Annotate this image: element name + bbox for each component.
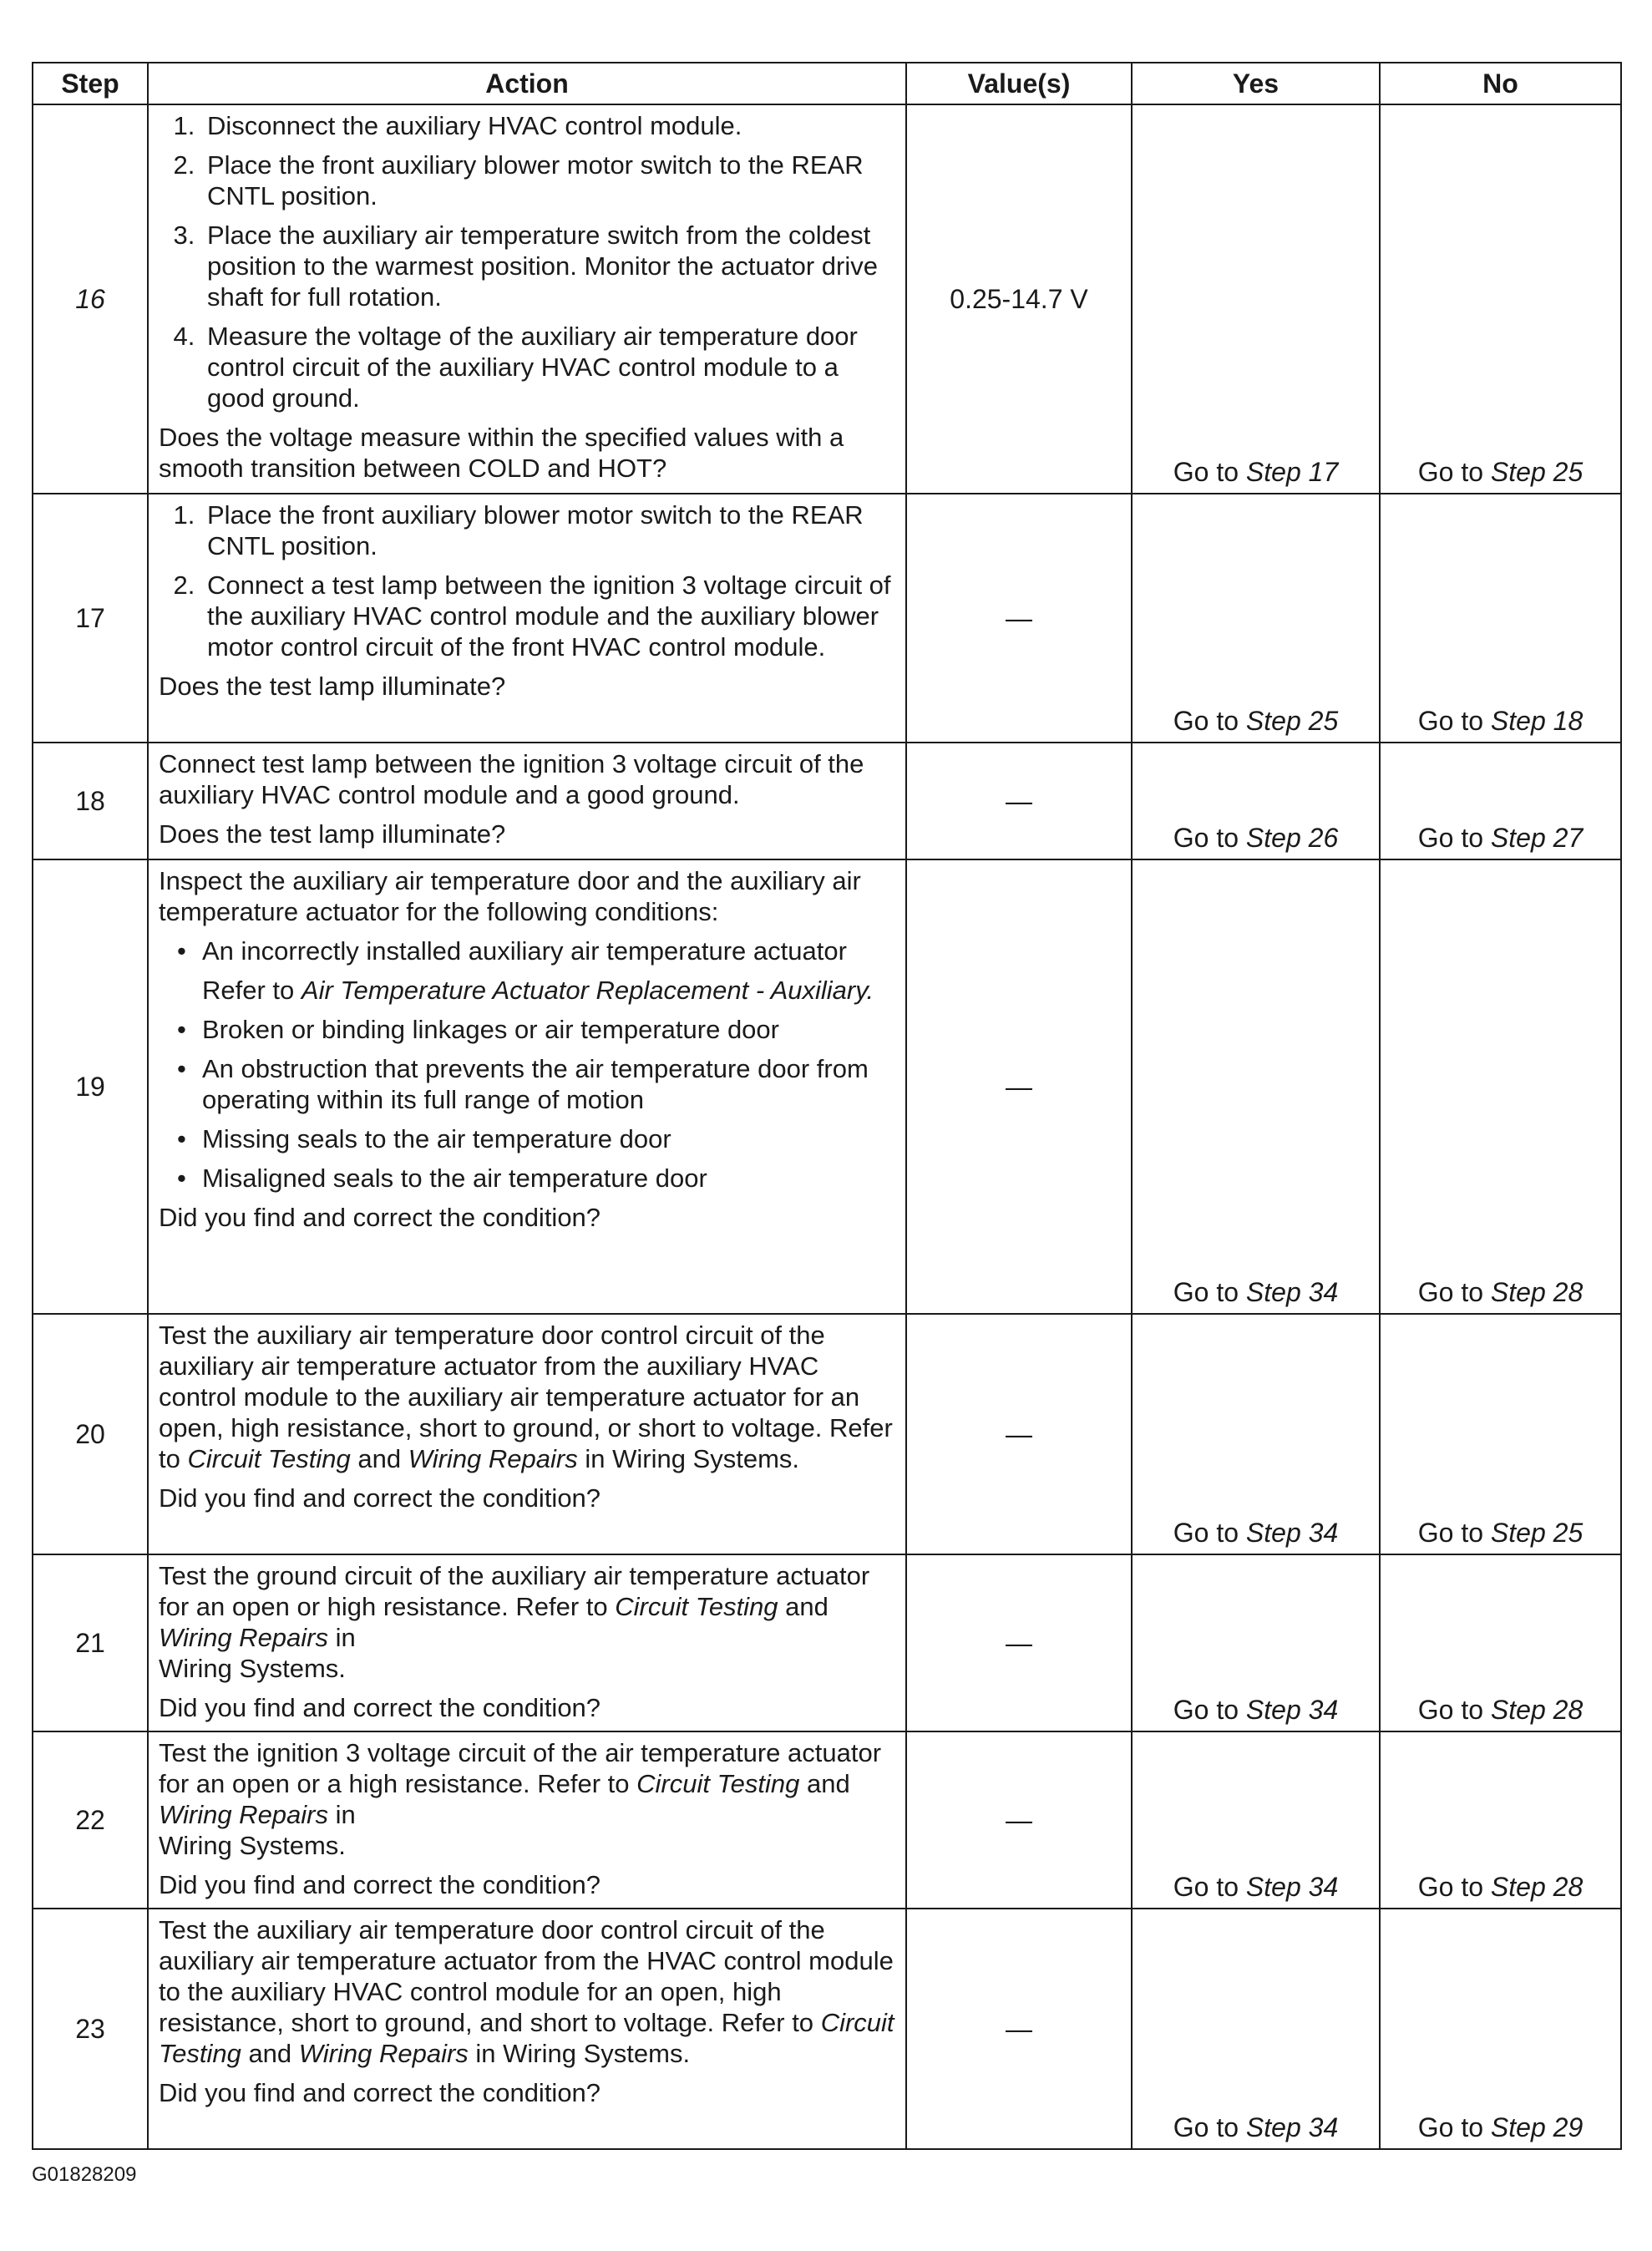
list-item: 2. Connect a test lamp between the ignition 3 voltage circuit of the auxiliary HVAC control module and the auxiliary blower motor control circuit of the front HVAC control module. [202, 570, 895, 662]
action-intro: Inspect the auxiliary air temperature door and the auxiliary air temperature actuator for the following conditions: [159, 866, 861, 926]
step-number: 17 [33, 494, 148, 743]
header-step: Step [33, 63, 148, 104]
question-text: Does the test lamp illuminate? [159, 819, 506, 849]
bullet-icon: • [177, 936, 186, 966]
value-cell: — [906, 743, 1132, 859]
yes-link[interactable]: Go to Step 25 [1173, 706, 1339, 736]
circuit-testing-link[interactable]: Circuit Testing [159, 2008, 894, 2068]
question-text: Did you find and correct the condition? [159, 1693, 601, 1722]
no-cell [1380, 1909, 1621, 2149]
step-number: 23 [33, 1909, 148, 2149]
no-cell [1380, 1731, 1621, 1909]
list-item: • An obstruction that prevents the air temperature door from operating within its full range of motion [177, 1054, 869, 1114]
no-cell [1380, 1554, 1621, 1731]
action-cell [148, 1909, 906, 2149]
table-row [33, 859, 1621, 1314]
bullet-icon: • [177, 1054, 186, 1083]
table-row [33, 104, 1621, 494]
circuit-testing-link[interactable]: Circuit Testing [615, 1592, 778, 1621]
no-link[interactable]: Go to Step 25 [1417, 457, 1584, 487]
wiring-repairs-link[interactable]: Wiring Repairs [159, 1623, 328, 1652]
action-text: Test the ignition 3 voltage circuit of the air temperature actuator for an open or a high resistance. Refer to Circuit Testing and Wiring Repairs in Wiring Systems. [159, 1738, 882, 1860]
table-row [33, 743, 1621, 859]
wiring-repairs-link[interactable]: Wiring Repairs [298, 2039, 469, 2068]
no-link[interactable]: Go to Step 29 [1417, 2112, 1584, 2142]
header-row [33, 63, 1621, 104]
value-cell: — [906, 1554, 1132, 1731]
step-number: 20 [33, 1314, 148, 1554]
diagnostic-table-sheet [32, 62, 1620, 2150]
yes-cell [1132, 104, 1380, 494]
yes-cell [1132, 1554, 1380, 1731]
yes-link[interactable]: Go to Step 34 [1173, 2112, 1339, 2142]
yes-cell [1132, 494, 1380, 743]
no-cell [1380, 743, 1621, 859]
question-text: Did you find and correct the condition? [159, 2078, 601, 2107]
table-row [33, 494, 1621, 743]
step-number: 16 [33, 104, 148, 494]
wiring-repairs-link[interactable]: Wiring Repairs [408, 1444, 578, 1473]
action-text: Test the auxiliary air temperature door control circuit of the auxiliary air temperature actuator from the auxiliary HVAC control module to the auxiliary air temperature actuator for an open, high resistance, short to ground, or short to voltage. Refer to Circuit Testing and Wiring Repairs in Wiring Systems. [159, 1321, 893, 1473]
action-cell [148, 859, 906, 1314]
step-number: 21 [33, 1554, 148, 1731]
list-item: 1. Disconnect the auxiliary HVAC control module. [202, 110, 895, 141]
table-row [33, 1731, 1621, 1909]
list-item: • Broken or binding linkages or air temperature door [177, 1015, 779, 1044]
header-values: Value(s) [906, 63, 1132, 104]
yes-link[interactable]: Go to Step 34 [1173, 1518, 1339, 1548]
yes-cell [1132, 1314, 1380, 1554]
action-cell [148, 743, 906, 859]
action-steps-list [159, 499, 895, 662]
wiring-repairs-link[interactable]: Wiring Repairs [159, 1800, 328, 1829]
yes-link[interactable]: Go to Step 26 [1173, 823, 1339, 853]
header-action: Action [148, 63, 906, 104]
list-item: 2. Place the front auxiliary blower motor switch to the REAR CNTL position. [202, 150, 895, 211]
list-item: • Missing seals to the air temperature door [177, 1124, 671, 1153]
value-cell: — [906, 859, 1132, 1314]
yes-cell [1132, 1731, 1380, 1909]
no-link[interactable]: Go to Step 25 [1417, 1518, 1584, 1548]
step-number: 19 [33, 859, 148, 1314]
yes-link[interactable]: Go to Step 34 [1173, 1872, 1339, 1902]
action-cell [148, 494, 906, 743]
yes-cell [1132, 1909, 1380, 2149]
no-cell [1380, 104, 1621, 494]
question-text: Did you find and correct the condition? [159, 1483, 601, 1513]
bullet-icon: • [177, 1164, 186, 1193]
header-no: No [1380, 63, 1621, 104]
bullet-icon: • [177, 1015, 186, 1044]
question-text: Does the voltage measure within the specified values with a smooth transition between COLD and HOT? [159, 423, 844, 483]
action-cell [148, 1731, 906, 1909]
action-text: Connect test lamp between the ignition 3 voltage circuit of the auxiliary HVAC control module and a good ground. [159, 749, 864, 809]
yes-link[interactable]: Go to Step 34 [1173, 1277, 1339, 1307]
value-cell: — [906, 1909, 1132, 2149]
action-steps-list [159, 110, 895, 413]
bullet-icon: • [177, 1124, 186, 1153]
action-text: Test the ground circuit of the auxiliary air temperature actuator for an open or high resistance. Refer to Circuit Testing and Wiring Repairs in Wiring Systems. [159, 1561, 870, 1683]
step-number: 22 [33, 1731, 148, 1909]
yes-cell [1132, 743, 1380, 859]
table-row [33, 1554, 1621, 1731]
table-row [33, 1909, 1621, 2149]
list-item: 4. Measure the voltage of the auxiliary air temperature door control circuit of the auxiliary HVAC control module to a good ground. [202, 321, 895, 413]
step-number: 18 [33, 743, 148, 859]
circuit-testing-link[interactable]: Circuit Testing [187, 1444, 351, 1473]
no-link[interactable]: Go to Step 28 [1417, 1872, 1584, 1902]
no-cell [1380, 1314, 1621, 1554]
question-text: Did you find and correct the condition? [159, 1203, 601, 1232]
action-text: Test the auxiliary air temperature door control circuit of the auxiliary air temperature actuator from the HVAC control module to the auxiliary HVAC control module for an open, high resistance, short to ground, and short to voltage. Refer to Circuit Testing and Wiring Repairs in Wiring Systems. [159, 1915, 894, 2068]
figure-id: G01828209 [32, 2163, 137, 2186]
value-cell: — [906, 1731, 1132, 1909]
refer-note: Refer to Air Temperature Actuator Replacement - Auxiliary. [202, 976, 874, 1005]
no-link[interactable]: Go to Step 18 [1417, 706, 1584, 736]
no-cell [1380, 494, 1621, 743]
yes-link[interactable]: Go to Step 17 [1173, 457, 1339, 487]
list-item: 1. Place the front auxiliary blower motor switch to the REAR CNTL position. [202, 499, 895, 561]
list-item: 3. Place the auxiliary air temperature switch from the coldest position to the warmest position. Monitor the actuator drive shaft for full rotation. [202, 220, 895, 312]
question-text: Did you find and correct the condition? [159, 1870, 601, 1899]
action-cell [148, 1314, 906, 1554]
value-cell: — [906, 1314, 1132, 1554]
no-link[interactable]: Go to Step 27 [1417, 823, 1584, 853]
yes-cell [1132, 859, 1380, 1314]
action-cell [148, 104, 906, 494]
yes-link[interactable]: Go to Step 34 [1173, 1695, 1339, 1725]
header-yes: Yes [1132, 63, 1380, 104]
diagnostic-table [32, 62, 1622, 2150]
value-cell: 0.25-14.7 V [906, 104, 1132, 494]
question-text: Does the test lamp illuminate? [159, 672, 506, 701]
circuit-testing-link[interactable]: Circuit Testing [636, 1769, 800, 1798]
value-cell: — [906, 494, 1132, 743]
no-link[interactable]: Go to Step 28 [1417, 1695, 1584, 1725]
conditions-list [159, 935, 895, 1194]
refer-link[interactable]: Air Temperature Actuator Replacement - Auxiliary. [301, 976, 874, 1005]
list-item: • An incorrectly installed auxiliary air temperature actuator [177, 936, 847, 966]
list-item: • Misaligned seals to the air temperature door [177, 1164, 707, 1193]
no-cell [1380, 859, 1621, 1314]
action-cell [148, 1554, 906, 1731]
table-row [33, 1314, 1621, 1554]
no-link[interactable]: Go to Step 28 [1417, 1277, 1584, 1307]
